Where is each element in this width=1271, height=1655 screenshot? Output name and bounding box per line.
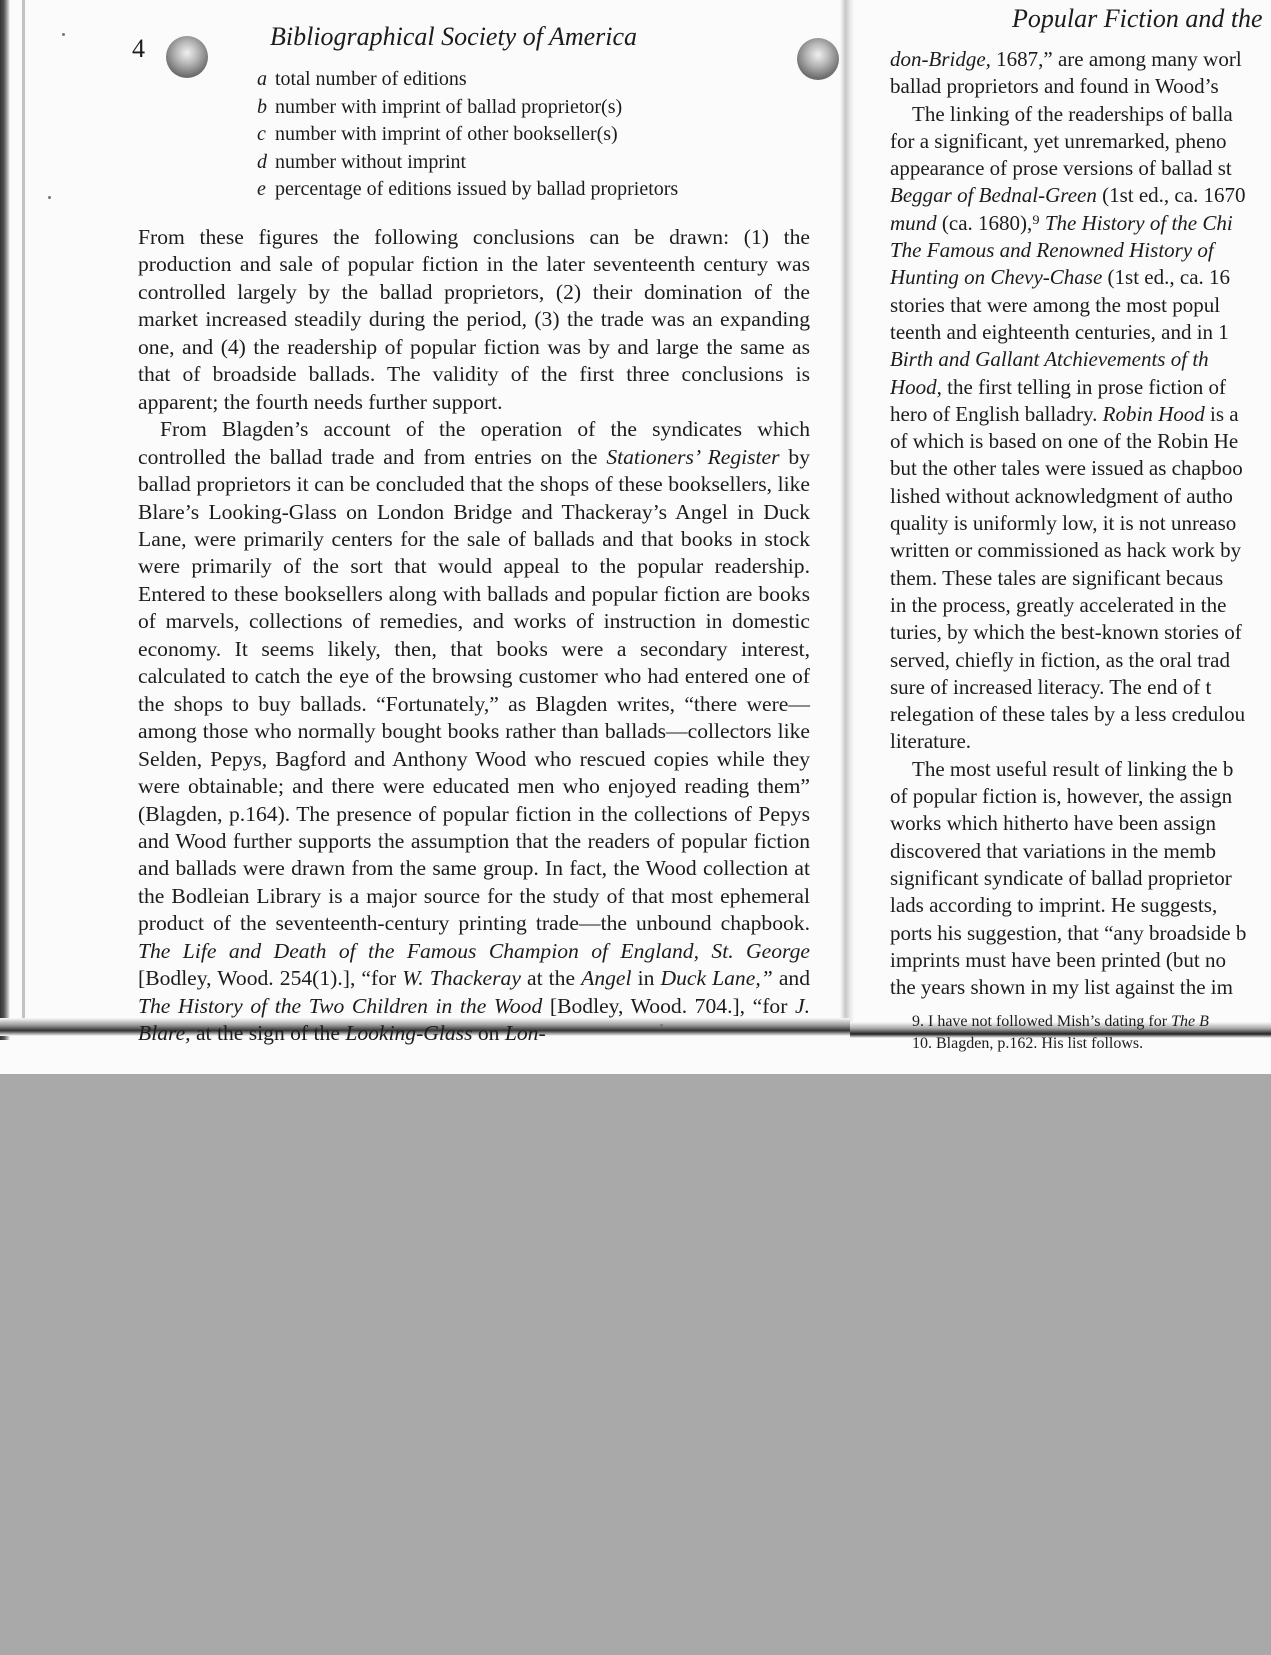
- text-line: [890, 46, 1271, 73]
- text-line: [890, 210, 1271, 237]
- page-edge-shadow: [0, 0, 10, 1040]
- text-run: relegation of these tales by a less credulou: [890, 702, 1246, 727]
- text-line: [890, 810, 1271, 837]
- text-line: [890, 865, 1271, 892]
- text-run: quality is uniformly low, it is not unreaso: [890, 511, 1237, 536]
- text-line: [890, 182, 1271, 209]
- text-run: lads according to imprint. He suggests,: [890, 893, 1218, 918]
- text-line: [890, 319, 1271, 346]
- text-run: [Bodley, Wood. 704.], “for: [542, 993, 796, 1018]
- paragraph-blagden: [138, 416, 810, 1047]
- italic-run: Beggar of Bednal-Green: [890, 183, 1097, 208]
- text-run: appearance of prose versions of ballad st: [890, 156, 1232, 181]
- text-line: [890, 756, 1271, 783]
- text-line: [890, 401, 1271, 428]
- italic-title: Stationers’ Register: [606, 444, 780, 469]
- text-line: [890, 728, 1271, 755]
- text-run: of which is based on one of the Robin He: [890, 429, 1239, 454]
- text-run: written or commissioned as hack work by: [890, 538, 1242, 563]
- legend-key: b: [257, 95, 267, 118]
- text-run: served, chiefly in fiction, as the oral trad: [890, 647, 1230, 672]
- italic-name: W. Thackeray: [402, 966, 521, 991]
- page-edge-line: [22, 0, 25, 1030]
- running-head-right: Popular Fiction and the: [1012, 4, 1263, 33]
- legend-item: [257, 176, 678, 204]
- text-run: but the other tales were issued as chapboo: [890, 456, 1243, 481]
- text-run: (1st ed., ca. 16: [1102, 265, 1231, 290]
- footnote-gap: [890, 1001, 1271, 1011]
- text-line: [890, 264, 1271, 291]
- text-run: 9. I have not followed Mish’s dating for: [912, 1013, 1172, 1031]
- italic-name: Angel: [581, 966, 632, 991]
- legend-item: [257, 121, 678, 149]
- text-run: imprints must have been printed (but no: [890, 947, 1226, 972]
- text-line: [890, 428, 1271, 455]
- italic-name: Lon-: [504, 1021, 546, 1046]
- italic-run: don-Bridge,: [890, 47, 991, 71]
- text-line: [890, 510, 1271, 537]
- legend-item: [257, 149, 678, 177]
- italic-name: Duck Lane,”: [660, 966, 773, 991]
- text-run: 10. Blagden, p.162. His list follows.: [912, 1035, 1144, 1053]
- text-line: [890, 647, 1271, 674]
- punch-hole-right: [797, 38, 839, 80]
- text-run: of popular fiction is, however, the assign: [890, 784, 1233, 809]
- text-run: the first telling in prose fiction of: [941, 374, 1226, 399]
- text-line: [890, 73, 1271, 100]
- text-run: (1st ed., ca. 1670: [1096, 183, 1246, 208]
- text-run: for a significant, yet unremarked, pheno: [890, 128, 1227, 153]
- scan-speck: [62, 33, 65, 36]
- legend-text: total number of editions: [275, 68, 467, 90]
- footnote: [890, 1011, 1271, 1033]
- text-line: [890, 455, 1271, 482]
- italic-run: mund: [890, 210, 937, 235]
- italic-run: The Famous and Renowned History of: [890, 238, 1214, 263]
- text-line: [890, 292, 1271, 319]
- legend-key: d: [257, 150, 267, 173]
- italic-run: Hood,: [890, 374, 942, 399]
- text-run: is a: [1204, 401, 1239, 426]
- text-run: The linking of the readerships of balla: [912, 101, 1233, 126]
- text-run: teenth and eighteenth centuries, and in 1: [890, 319, 1229, 344]
- text-line: [890, 237, 1271, 264]
- text-run: stories that were among the most popul: [890, 292, 1221, 317]
- italic-title: The History of the Two Children in the Wood: [138, 993, 543, 1018]
- text-line: [890, 974, 1271, 1001]
- text-run: literature.: [890, 729, 972, 754]
- text-line: [890, 128, 1271, 155]
- legend-key: a: [257, 68, 267, 90]
- text-line: [890, 920, 1271, 947]
- text-run: turies, by which the best-known stories of: [890, 620, 1242, 645]
- book-spine-gutter: [840, 0, 854, 1030]
- italic-run: The History of the Chi: [1044, 210, 1233, 235]
- page-number: 4: [132, 34, 145, 63]
- text-run: them. These tales are significant becaus: [890, 565, 1224, 590]
- text-run: hero of English balladry.: [890, 401, 1103, 426]
- text-line: [890, 537, 1271, 564]
- text-line: [890, 346, 1271, 373]
- text-line: [890, 101, 1271, 128]
- paragraph-conclusions: From these figures the following conclusions can be drawn: (1) the production and sale of popular fiction in the later seventeenth century was controlled largely by the ballad proprietors, (2) their domination of the market increased steadily during the period, (3) the trade was an expanding one, and (4) the readership of popular fiction was by and large the same as that of broadside ballads. The validity of the first three conclusions is apparent; the fourth needs further support.: [138, 225, 810, 414]
- italic-title: The Life and Death of the Famous Champion of England, St. George: [138, 938, 810, 963]
- legend-key: e: [257, 178, 266, 200]
- text-line: [890, 619, 1271, 646]
- text-run: discovered that variations in the memb: [890, 838, 1216, 863]
- text-line: [890, 592, 1271, 619]
- text-run: significant syndicate of ballad proprietor: [890, 865, 1232, 890]
- legend-item: [257, 94, 678, 122]
- right-page-text: [890, 46, 1271, 1055]
- footnote: [890, 1033, 1271, 1055]
- text-run: The most useful result of linking the b: [912, 756, 1234, 781]
- text-run: From Blagden’s account of the operation of the syndicates which controlled the ballad trade and from entries on the: [138, 417, 810, 469]
- text-run: sure of increased literacy. The end of t: [890, 674, 1212, 699]
- text-run: ports his suggestion, that “any broadside b: [890, 920, 1247, 945]
- text-run: at the sign of the: [190, 1021, 346, 1046]
- text-line: [890, 483, 1271, 510]
- text-line: [890, 674, 1271, 701]
- text-run: 1687,” are among many worl: [990, 47, 1242, 71]
- text-run: and: [772, 966, 810, 991]
- text-line: [890, 892, 1271, 919]
- legend-text: number without imprint: [275, 150, 467, 173]
- legend-key: c: [257, 123, 266, 145]
- text-run: by ballad proprietors it can be concluded that the shops of these booksellers, like Blare’s Looking-Glass on London Bridge and Thackeray’s Angel in Duck Lane, were primarily centers for the sale of ballads and that books in stock were primarily of the sort that would appeal to the popular readership. Entered to these booksellers along with ballads and popular fiction are books of marvels, collections of remedies, and works of instruction in domestic economy. It seems likely, then, that books were a secondary interest, calculated to catch the eye of the browsing customer who had entered one of the shops to buy ballads. “Fortunately,” as Blagden writes, “there were—among those who normally bought books rather than ballads—collectors like Selden, Pepys, Bagford and Anthony Wood who rescued copies while they were obtainable; and there were educated men who enjoyed reading them” (Blagden, p.164). The presence of popular fiction in the collections of Pepys and Wood further supports the assumption that the readers of popular fiction and ballads were drawn from the same group. In fact, the Wood collection at the Bodleian Library is a major source for the study of that most ephemeral product of the seventeenth-century printing trade—the unbound chapbook.: [138, 444, 810, 936]
- text-line: [890, 701, 1271, 728]
- text-line: [890, 838, 1271, 865]
- body-text: [138, 224, 810, 1048]
- italic-name: J. Blare,: [138, 993, 810, 1046]
- table-legend: [257, 66, 678, 204]
- text-run: in the process, greatly accelerated in the: [890, 592, 1227, 617]
- text-line: [890, 155, 1271, 182]
- running-head: Bibliographical Society of America: [270, 22, 638, 51]
- italic-run: The B: [1171, 1013, 1209, 1031]
- text-line: [890, 565, 1271, 592]
- scan-speck: [48, 196, 51, 199]
- italic-run: Robin Hood: [1102, 401, 1205, 426]
- text-run: ballad proprietors and found in Wood’s: [890, 74, 1219, 99]
- text-run: at the: [520, 966, 582, 991]
- text-run: in: [631, 966, 661, 991]
- text-line: [890, 783, 1271, 810]
- italic-run: Hunting on Chevy-Chase: [890, 265, 1103, 290]
- text-line: [890, 947, 1271, 974]
- legend-text: percentage of editions issued by ballad proprietors: [275, 178, 679, 200]
- italic-name: Looking-Glass: [345, 1021, 473, 1046]
- text-run: (ca. 1680),⁹: [936, 210, 1045, 235]
- legend-text: number with imprint of other bookseller(s): [275, 123, 618, 145]
- text-run: lished without acknowledgment of autho: [890, 483, 1233, 508]
- italic-run: Birth and Gallant Atchievements of th: [890, 347, 1209, 372]
- legend-item: [257, 66, 678, 94]
- text-run: on: [472, 1021, 505, 1046]
- text-run: [Bodley, Wood. 254(1).], “for: [138, 966, 403, 991]
- text-line: [890, 374, 1271, 401]
- punch-hole-left: [166, 36, 208, 78]
- legend-text: number with imprint of ballad proprietor(s): [275, 95, 623, 118]
- text-run: the years shown in my list against the im: [890, 975, 1233, 1000]
- text-run: works which hitherto have been assign: [890, 811, 1217, 836]
